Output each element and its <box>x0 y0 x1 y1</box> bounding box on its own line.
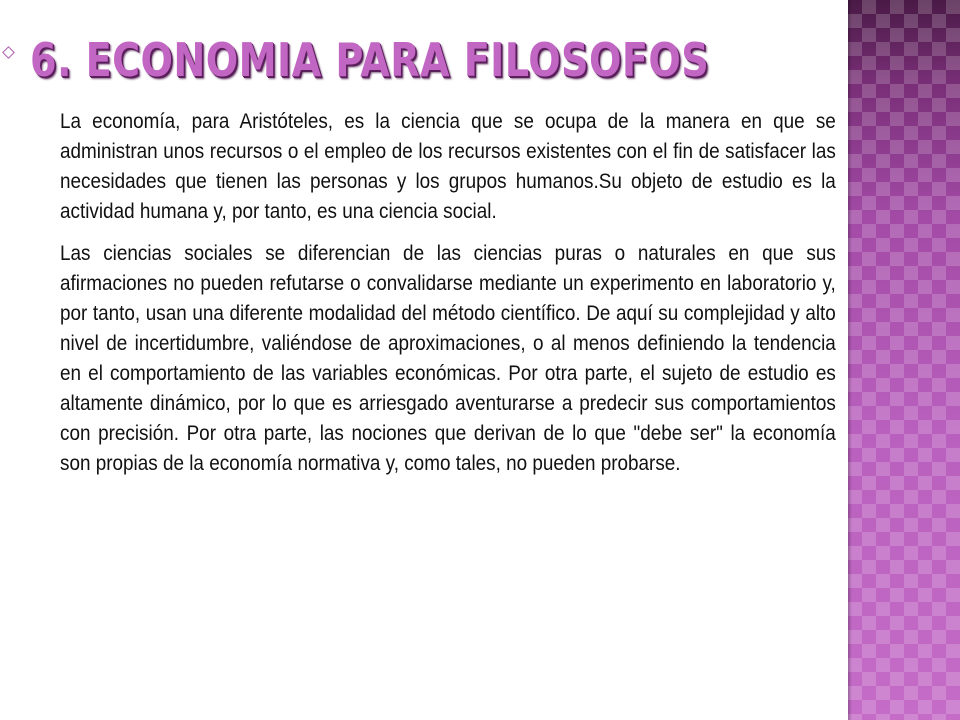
body-paragraph-2: Las ciencias sociales se diferencian de las ciencias puras o naturales en que sus afirmaciones no pueden refutarse o convalidarse mediante un experimento en laboratorio y, por tanto, usan una diferente modalidad del método científico. De aquí su complejidad y alto nivel de incertidumbre, valiéndose de aproximaciones, o al menos definiendo la tendencia en el comportamiento de las variables económicas. Por otra parte, el sujeto de estudio es altamente dinámico, por lo que es arriesgado aventurarse a predecir sus comportamientos con precisión. Por otra parte, las nociones que derivan de lo que "debe ser" la economía son propias de la economía normativa y, como tales, no pueden probarse. <box>60 242 836 475</box>
decorative-side-band <box>848 0 960 720</box>
slide-title: 6. ECONOMIA PARA FILOSOFOS <box>30 33 710 87</box>
diamond-bullet-icon <box>2 46 15 59</box>
slide-body <box>60 107 836 491</box>
body-paragraph-1: La economía, para Aristóteles, es la ciencia que se ocupa de la manera en que se administran unos recursos o el empleo de los recursos existentes con el fin de satisfacer las necesidades que tienen las personas y los grupos humanos.Su objeto de estudio es la actividad humana y, por tanto, es una ciencia social. <box>60 110 836 223</box>
side-band-shadow <box>848 0 852 720</box>
